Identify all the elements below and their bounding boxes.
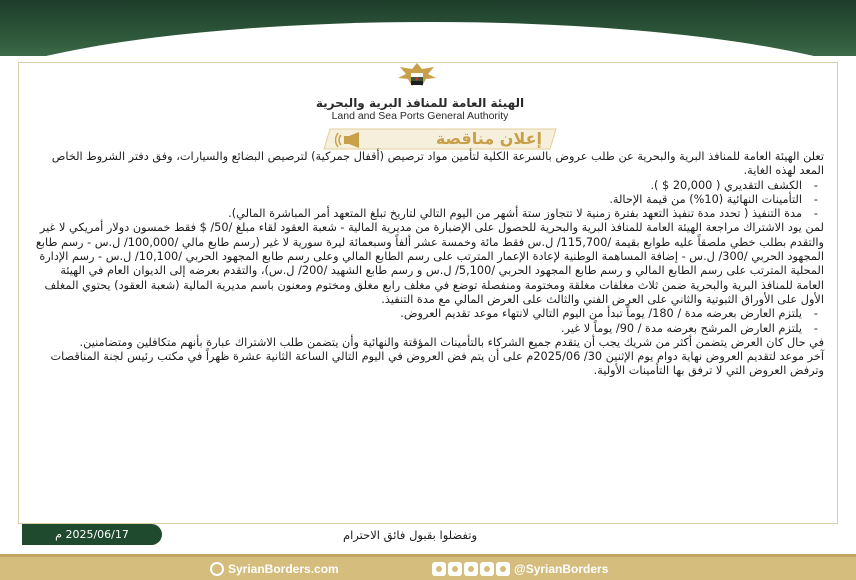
authority-name-arabic: الهيئة العامة للمنافذ البرية والبحرية [315,96,525,110]
header-band [0,0,856,56]
x-icon[interactable] [464,562,478,576]
telegram-icon[interactable] [496,562,510,576]
header-curve [0,22,856,56]
instagram-icon[interactable] [448,562,462,576]
bullet-estimate: - الكشف التقديري ( 20,000 $ ). [34,179,824,193]
intro-paragraph: تعلن الهيئة العامة للمنافذ البرية والبحرية عن طلب عروض بالسرعة الكلية لتأمين مواد ترصيص (أقفال جمركية) لترصيص البضائع والسيارات، وفق دفتر الشروط الخاص المعد لهذه الغاية. [51,150,824,178]
partners-paragraph: في حال كان العرض يتضمن أكثر من شريك يجب أن يتقدم جميع الشركاء بالتأمينات المؤقتة والنهائية وأن يتضمن طلب الاشتراك عبارة بأنهم متكافلين ومتضامنين. [79,335,824,349]
social-links[interactable] [430,560,608,578]
youtube-icon[interactable] [480,562,494,576]
announcement-body [34,150,824,379]
bullet-execution-period: - مدة التنفيذ ( تحدد مدة تنفيذ التعهد بفترة زمنية لا تتجاوز ستة أشهر من اليوم التالي لتاريخ تبلغ المتعهد أمر المباشرة المالي). [34,207,824,221]
website-text: SyrianBorders.com [228,562,339,576]
announcement-title: إعلان مناقصة [435,129,542,148]
bullet-nominee-validity: - يلتزم العارض المرشح بعرضه مدة / 90/ يوماً لا غير. [34,322,824,336]
closing-regards: وتفضلوا بقبول فائق الاحترام [342,528,478,542]
facebook-icon[interactable] [432,562,446,576]
participation-paragraph: لمن يود الاشتراك مراجعة الهيئة العامة للمنافذ البرية والبحرية للحصول على الإضبارة من مديرية المالية - شعبة العقود لقاء مبلغ /50/ $ فقط خمسون دولار أمريكي لا غير والتقدم بطلب خطي ملصقاً عليه طوابع بقيمة /115,700/ ل.س فقط مائة وخمسة عشر ألفاً وسبعمائة ليرة سورية لا غير (رسم طابع مالي /100,000/ ل.س - رسم طابع المجهود الحربي /300/ ل.س - إضافة المساهمة الوطنية لإعادة الإعمار المترتب على رسم الطابع المالي وعلى رسم طابع المجهود الحربي /10,100/ ل.س - رسم الإدارة المحلية المترتب على رسم الطابع المالي و رسم طابع المجهود الحربي /5,100/ ل.س و رسم طابع الشهيد /200/ ل.س)، والتقدم بعرضه إلى الديوان العام في الهيئة العامة للمنافذ البرية والبحرية ضمن ثلاث مغلفات مغلقة ومختومة ومنفصلة توضع في مغلف رابع مغلق ومختوم ومعنون باسم مديرية المالية (شعبة العقود) يحتوي المغلف الأول على الأوراق الثبوتية والثاني على العرض الفني والثالث على العرض المالي مع مدة التنفيذ. [35,221,824,306]
footer-bar [0,554,856,580]
deadline-paragraph: آخر موعد لتقديم العروض نهاية دوام يوم الإثنين 30/ 2025/06م على أن يتم فض العروض في اليوم التالي الساعة الثانية عشرة ظهراً في مكتب رئيس لجنة المناقصات وترفض العروض التي لا ترفق بها التأمينات الأولية. [50,350,824,378]
bullet-offer-validity: - يلتزم العارض بعرضه مدة / 180/ يوماً تبدأ من اليوم التالي لانتهاء موعد تقديم العروض. [34,307,824,321]
authority-logo [392,60,442,94]
date-badge: 2025/06/17 م [22,524,162,545]
website-link[interactable] [210,560,339,578]
bullet-final-guarantee: - التأمينات النهائية (10%) من قيمة الإحالة. [34,193,824,207]
authority-name-english: Land and Sea Ports General Authority [331,110,509,122]
social-handle: @SyrianBorders [514,562,609,576]
megaphone-icon [335,130,365,150]
globe-icon [210,562,224,576]
